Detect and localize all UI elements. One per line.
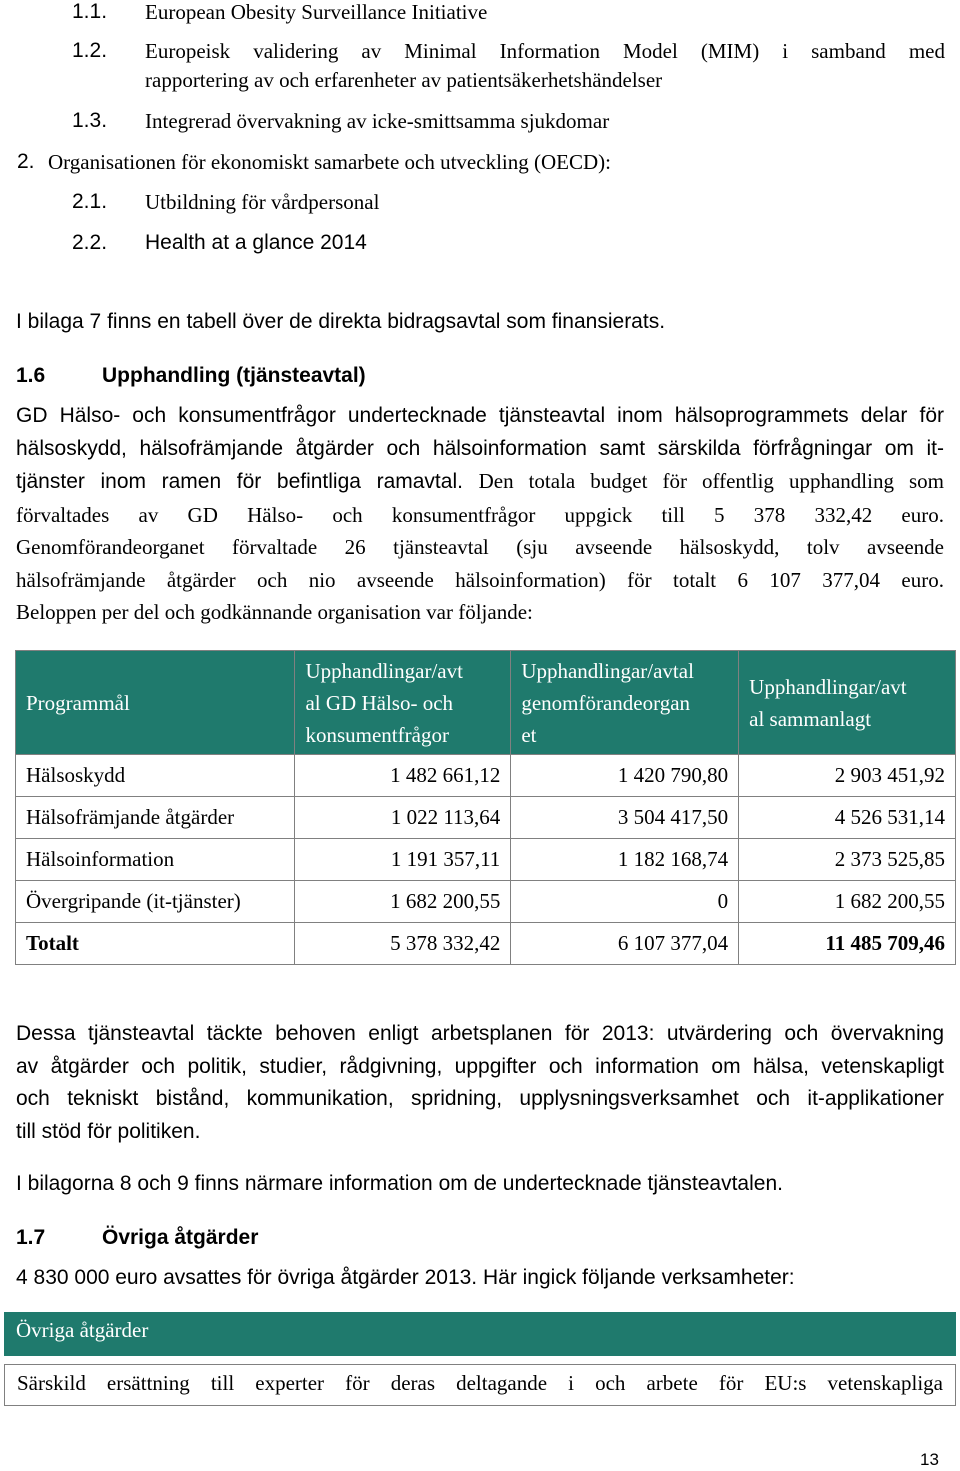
table-cell-amount: 1 182 168,74 <box>511 839 739 881</box>
page-number: 13 <box>920 1450 939 1469</box>
header-line: Upphandlingar/avt <box>749 674 907 699</box>
outline-num-1-1: 1.1. <box>72 0 108 23</box>
bilaga7-sentence: I bilaga 7 finns en tabell över de direkta bidragsavtal som finansierats. <box>16 310 666 333</box>
ovriga-row-text: Särskild ersättning till experter för deras deltagande i och arbete för EU:s vetenskapliga <box>17 1371 943 1395</box>
paragraph-span: Den totala budget för offentlig upphandling som <box>478 469 944 493</box>
table-row <box>16 881 956 923</box>
paragraph-line: Dessa tjänsteavtal täckte behoven enligt arbetsplanen för 2013: utvärdering och övervakning <box>16 1022 944 1045</box>
header-line: genomförandeorgan <box>521 690 691 715</box>
table-row <box>16 797 956 839</box>
outline-num-2: 2. <box>17 150 35 173</box>
outline-num-2-2: 2.2. <box>72 231 108 254</box>
bilagorna-sentence: I bilagorna 8 och 9 finns närmare information om de undertecknade tjänsteavtalen. <box>16 1172 783 1195</box>
header-line: konsumentfrågor <box>305 722 449 747</box>
paragraph-dessa <box>16 1018 944 1148</box>
ovriga-table-header <box>4 1312 956 1356</box>
paragraph-ovriga: 4 830 000 euro avsattes för övriga åtgärder 2013. Här ingick följande verksamheter: <box>16 1266 795 1289</box>
header-line: al sammanlagt <box>749 706 872 731</box>
section-number: 1.7 <box>16 1226 46 1249</box>
table-cell-amount: 3 504 417,50 <box>511 797 739 839</box>
ovriga-table-row <box>4 1364 956 1406</box>
outline-item-1-2: Europeisk validering av Minimal Information Model (MIM) i samband med <box>145 39 945 63</box>
outline-item-1-1: European Obesity Surveillance Initiative <box>145 0 488 24</box>
outline-num-2-1: 2.1. <box>72 190 108 213</box>
header-sammanlagt <box>739 651 956 755</box>
paragraph-line: hälsoskydd, hälsofrämjande åtgärder och hälsoinformation samt särskilda förfrågningar om it- <box>16 436 944 460</box>
paragraph-line: GD Hälso- och konsumentfrågor undertecknade tjänsteavtal inom hälsoprogrammets delar för <box>16 404 944 427</box>
paragraph-line: av åtgärder och politik, studier, rådgivning, uppgifter och information om hälsa, vetenskapligt <box>16 1054 944 1078</box>
table-cell-amount: 1 682 200,55 <box>295 881 511 923</box>
header-line: Programmål <box>26 690 130 715</box>
ovriga-header-label: Övriga åtgärder <box>16 1318 149 1342</box>
header-genomforandeorganet <box>511 651 739 755</box>
table-cell-amount: 1 682 200,55 <box>739 881 956 923</box>
table-cell-amount: 1 482 661,12 <box>295 755 511 797</box>
table-row <box>16 755 956 797</box>
header-line: al GD Hälso- och <box>305 690 454 715</box>
outline-item-2-2: Health at a glance 2014 <box>145 231 367 254</box>
budget-table <box>15 650 956 965</box>
section-title: Upphandling (tjänsteavtal) <box>102 364 366 387</box>
header-gd <box>295 651 511 755</box>
outline-num-1-3: 1.3. <box>72 109 108 132</box>
table-cell-amount: 4 526 531,14 <box>739 797 956 839</box>
table-cell-amount: 6 107 377,04 <box>511 923 739 965</box>
outline-item-2-1: Utbildning för vårdpersonal <box>145 190 380 214</box>
table-row-label: Hälsofrämjande åtgärder <box>16 797 295 839</box>
header-line: et <box>521 722 537 747</box>
paragraph-line: förvaltades av GD Hälso- och konsumentfrågor uppgick till 5 378 332,42 euro. <box>16 502 944 527</box>
paragraph-line: till stöd för politiken. <box>16 1119 201 1143</box>
paragraph-upphandling <box>16 400 944 629</box>
table-cell-amount: 1 420 790,80 <box>511 755 739 797</box>
table-cell-amount: 0 <box>511 881 739 923</box>
table-cell-amount: 1 022 113,64 <box>295 797 511 839</box>
paragraph-line: Genomförandeorganet förvaltade 26 tjänsteavtal (sju avseende hälsoskydd, tolv avseende <box>16 535 944 559</box>
paragraph-line <box>16 465 944 499</box>
header-line: Upphandlingar/avtal <box>521 658 694 683</box>
outline-item-1-3: Integrerad övervakning av icke-smittsamma sjukdomar <box>145 109 610 133</box>
header-line: Upphandlingar/avt <box>305 658 463 683</box>
paragraph-line: hälsofrämjande åtgärder och nio avseende hälsoinformation) för totalt 6 107 377,04 euro. <box>16 567 944 592</box>
table-row-label: Övergripande (it-tjänster) <box>16 881 295 923</box>
header-programmal <box>16 651 295 755</box>
outline-item-2: Organisationen för ekonomiskt samarbete och utveckling (OECD): <box>48 150 611 174</box>
paragraph-line: och tekniskt bistånd, kommunikation, spridning, upplysningsverksamhet och it-applikationer <box>16 1087 944 1110</box>
table-cell-amount: 2 373 525,85 <box>739 839 956 881</box>
table-cell-amount: 1 191 357,11 <box>295 839 511 881</box>
section-heading-1-6 <box>16 364 366 388</box>
table-row-label: Hälsoinformation <box>16 839 295 881</box>
budget-header-row <box>16 651 956 755</box>
section-number: 1.6 <box>16 364 46 387</box>
table-row <box>16 923 956 965</box>
table-cell-amount: 2 903 451,92 <box>739 755 956 797</box>
section-title: Övriga åtgärder <box>102 1226 259 1249</box>
section-heading-1-7 <box>16 1226 258 1250</box>
table-cell-amount: 11 485 709,46 <box>739 923 956 965</box>
paragraph-line: Beloppen per del och godkännande organisation var följande: <box>16 600 533 624</box>
table-row <box>16 839 956 881</box>
outline-num-1-2: 1.2. <box>72 39 108 62</box>
outline-item-1-2-cont: rapportering av och erfarenheter av patientsäkerhetshändelser <box>145 68 663 92</box>
table-row-label: Hälsoskydd <box>16 755 295 797</box>
paragraph-span: tjänster inom ramen för befintliga ramavtal. <box>16 470 463 493</box>
table-row-label: Totalt <box>16 923 295 965</box>
table-cell-amount: 5 378 332,42 <box>295 923 511 965</box>
